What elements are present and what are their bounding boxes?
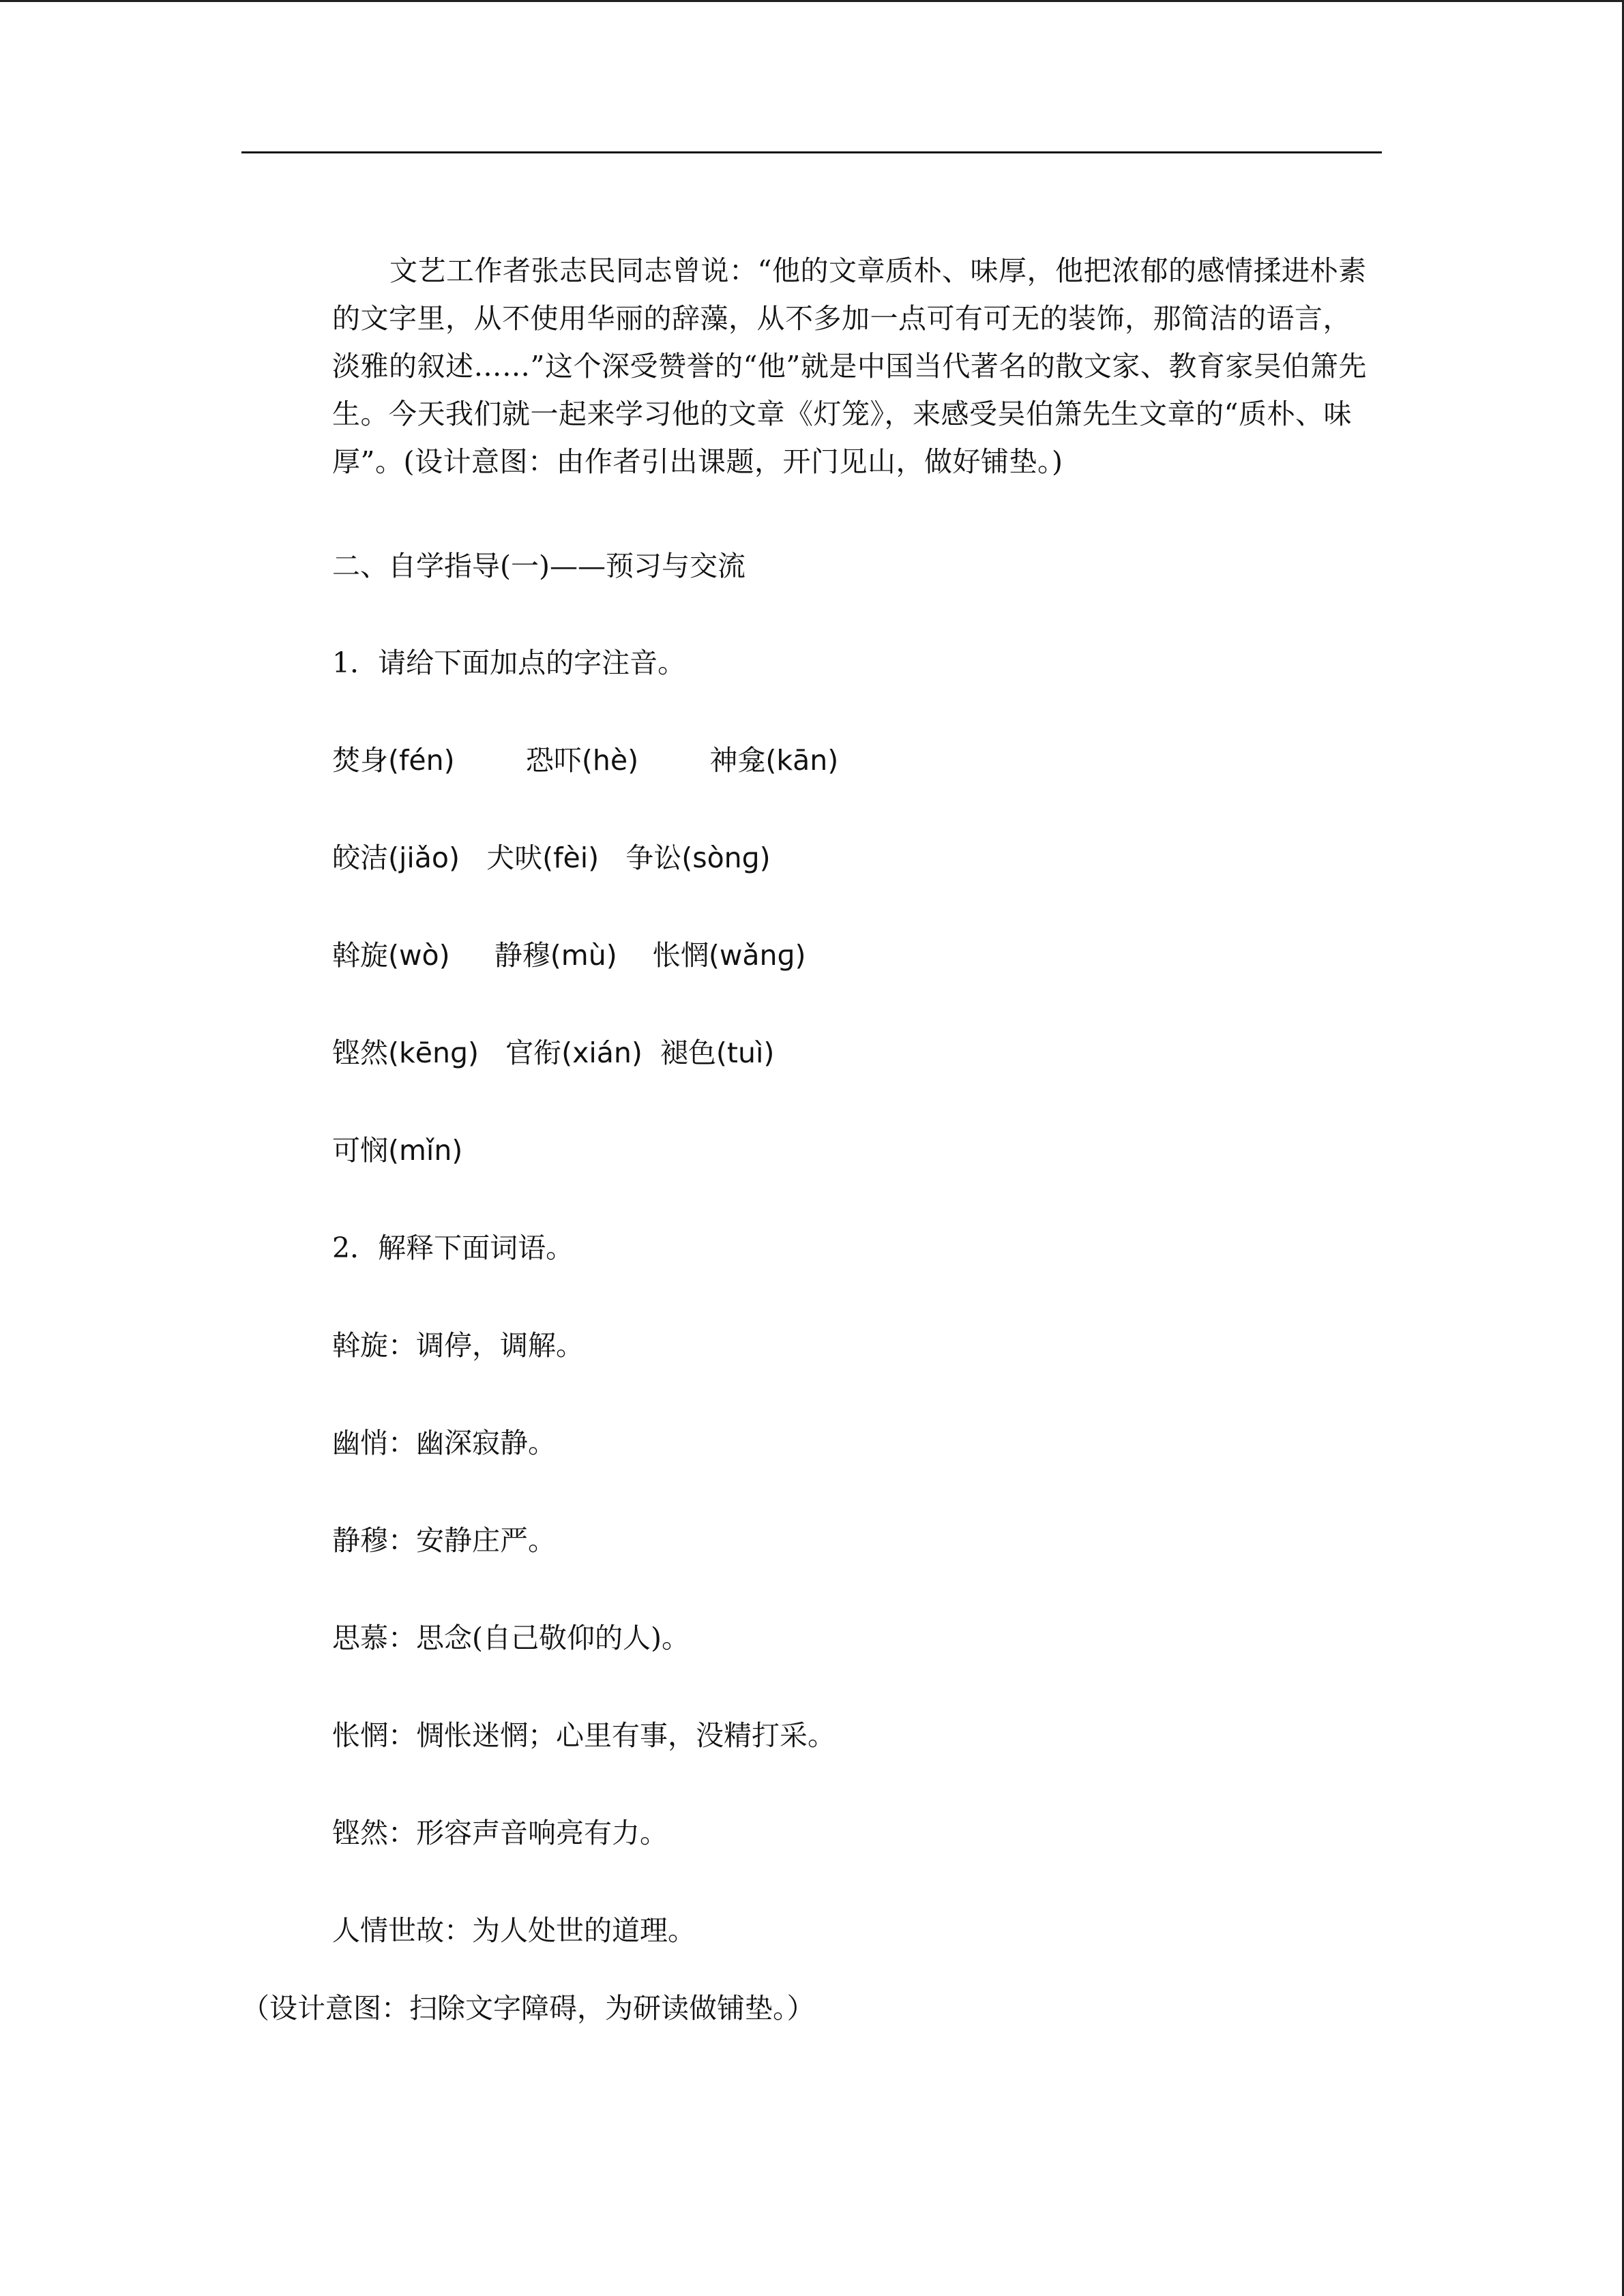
header-rule [241, 151, 1382, 153]
definition-item: 斡旋：调停，调解。 [332, 1329, 584, 1362]
pinyin-row: 铿然(kēnɡ) 官衔(xián) 褪色(tuì) [332, 1037, 775, 1069]
definition-item: 铿然：形容声音响亮有力。 [332, 1817, 668, 1849]
section-heading: 二、自学指导(一)——预习与交流 [332, 550, 745, 582]
pinyin-row: 皎洁(jiǎo) 犬吠(fèi) 争讼(sònɡ) [332, 841, 771, 874]
page-top-border [0, 0, 1624, 2]
design-intent-note: （设计意图：扫除文字障碍，为研读做铺垫。） [241, 1992, 815, 2025]
definition-item: 人情世故：为人处世的道理。 [332, 1914, 696, 1947]
definition-item: 怅惘：惆怅迷惘；心里有事，没精打采。 [332, 1719, 836, 1752]
definition-item: 思慕：思念(自己敬仰的人)。 [332, 1622, 690, 1654]
pinyin-row: 可悯(mǐn) [332, 1134, 463, 1167]
pinyin-row: 斡旋(wò) 静穆(mù) 怅惘(wǎnɡ) [332, 939, 806, 972]
pinyin-row: 焚身(fén) 恐吓(hè) 神龛(kān) [332, 744, 839, 777]
definition-item: 幽悄：幽深寂静。 [332, 1427, 556, 1459]
intro-paragraph: 文艺工作者张志民同志曾说：“他的文章质朴、味厚，他把浓郁的感情揉进朴素的文字里，从不使用华丽的辞藻，从不多加一点可有可无的装饰，那简洁的语言，淡雅的叙述……”这个深受赞誉的“他”就是中国当代著名的散文家、教育家吴伯箫先生。今天我们就一起来学习他的文章《灯笼》，来感受吴伯箫先生文章的“质朴、味厚”。(设计意图：由作者引出课题，开门见山，做好铺垫。) [332, 254, 1367, 478]
task-2-heading: 2．解释下面词语。 [332, 1232, 574, 1264]
definition-item: 静穆：安静庄严。 [332, 1524, 556, 1557]
task-1-heading: 1．请给下面加点的字注音。 [332, 646, 686, 679]
